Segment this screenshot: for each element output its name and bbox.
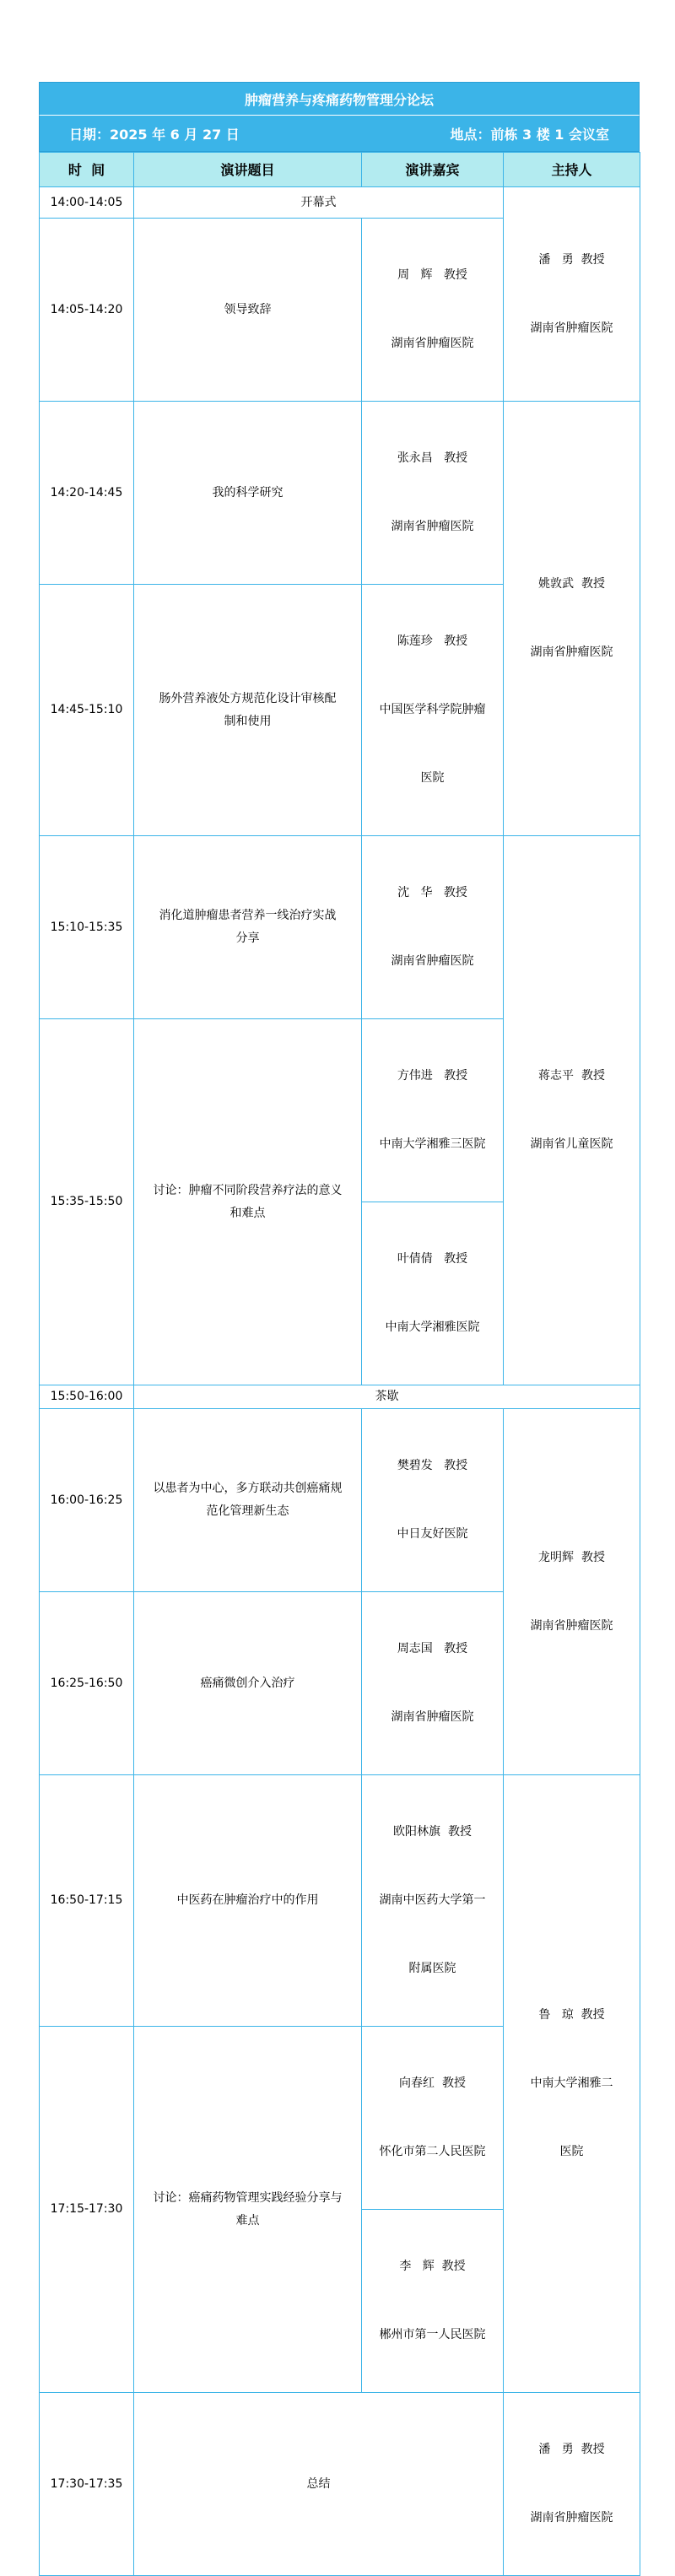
speaker-cell: 周 辉 教授 湖南省肿瘤医院 <box>362 219 504 402</box>
speaker-cell: 周志国 教授 湖南省肿瘤医院 <box>362 1592 504 1775</box>
host-cell: 龙明辉 教授 湖南省肿瘤医院 <box>504 1409 640 1775</box>
topic-cell: 茶歇 <box>134 1385 640 1409</box>
table-row <box>40 1775 640 2027</box>
info-bar <box>39 116 640 152</box>
speaker-cell: 沈 华 教授 湖南省肿瘤医院 <box>362 836 504 1019</box>
time-cell: 14:20-14:45 <box>40 402 134 585</box>
host-cell: 姚敦武 教授 湖南省肿瘤医院 <box>504 402 640 836</box>
topic-cell: 中医药在肿瘤治疗中的作用 <box>134 1775 362 2027</box>
header-time: 时 间 <box>40 153 134 187</box>
host-cell: 潘 勇 教授 湖南省肿瘤医院 <box>504 2393 640 2576</box>
topic-cell: 肠外营养液处方规范化设计审核配 制和使用 <box>134 585 362 836</box>
header-row <box>40 153 640 187</box>
time-cell: 15:50-16:00 <box>40 1385 134 1409</box>
speaker-cell: 欧阳林旗 教授 湖南中医药大学第一 附属医院 <box>362 1775 504 2027</box>
topic-cell: 以患者为中心，多方联动共创癌痛规 范化管理新生态 <box>134 1409 362 1592</box>
header-topic: 演讲题目 <box>134 153 362 187</box>
date-text: 日期：2025 年 6 月 27 日 <box>69 126 240 143</box>
time-cell: 15:10-15:35 <box>40 836 134 1019</box>
time-cell: 16:00-16:25 <box>40 1409 134 1592</box>
location-text: 地点：前栋 3 楼 1 会议室 <box>450 126 609 143</box>
speaker-cell: 方伟进 教授 中南大学湘雅三医院 <box>362 1019 504 1202</box>
topic-cell: 癌痛微创介入治疗 <box>134 1592 362 1775</box>
table-row <box>40 1409 640 1592</box>
speaker-cell: 樊碧发 教授 中日友好医院 <box>362 1409 504 1592</box>
header-host: 主持人 <box>504 153 640 187</box>
speaker-cell: 张永昌 教授 湖南省肿瘤医院 <box>362 402 504 585</box>
time-cell: 15:35-15:50 <box>40 1019 134 1385</box>
time-cell: 17:30-17:35 <box>40 2393 134 2576</box>
speaker-cell: 叶倩倩 教授 中南大学湘雅医院 <box>362 1202 504 1385</box>
table-row <box>40 402 640 585</box>
topic-cell: 总结 <box>134 2393 504 2576</box>
time-cell: 17:15-17:30 <box>40 2027 134 2393</box>
speaker-cell: 向春红 教授 怀化市第二人民医院 <box>362 2027 504 2210</box>
time-cell: 16:50-17:15 <box>40 1775 134 2027</box>
time-cell: 14:45-15:10 <box>40 585 134 836</box>
topic-cell: 讨论：癌痛药物管理实践经验分享与 难点 <box>134 2027 362 2393</box>
host-cell: 鲁 琼 教授 中南大学湘雅二 医院 <box>504 1775 640 2393</box>
topic-cell: 开幕式 <box>134 187 504 219</box>
topic-cell: 消化道肿瘤患者营养一线治疗实战 分享 <box>134 836 362 1019</box>
table-row <box>40 1385 640 1409</box>
host-cell: 蒋志平 教授 湖南省儿童医院 <box>504 836 640 1385</box>
agenda-document <box>39 82 640 2576</box>
header-speaker: 演讲嘉宾 <box>362 153 504 187</box>
table-row <box>40 187 640 219</box>
speaker-cell: 李 辉 教授 郴州市第一人民医院 <box>362 2210 504 2393</box>
topic-cell: 讨论：肿瘤不同阶段营养疗法的意义 和难点 <box>134 1019 362 1385</box>
time-cell: 14:05-14:20 <box>40 219 134 402</box>
host-cell: 潘 勇 教授 湖南省肿瘤医院 <box>504 187 640 402</box>
table-row <box>40 2393 640 2576</box>
speaker-cell: 陈莲珍 教授 中国医学科学院肿瘤 医院 <box>362 585 504 836</box>
topic-cell: 我的科学研究 <box>134 402 362 585</box>
time-cell: 14:00-14:05 <box>40 187 134 219</box>
schedule-table <box>39 152 640 2576</box>
table-row <box>40 836 640 1019</box>
forum-title: 肿瘤营养与疼痛药物管理分论坛 <box>39 82 640 116</box>
time-cell: 16:25-16:50 <box>40 1592 134 1775</box>
topic-cell: 领导致辞 <box>134 219 362 402</box>
